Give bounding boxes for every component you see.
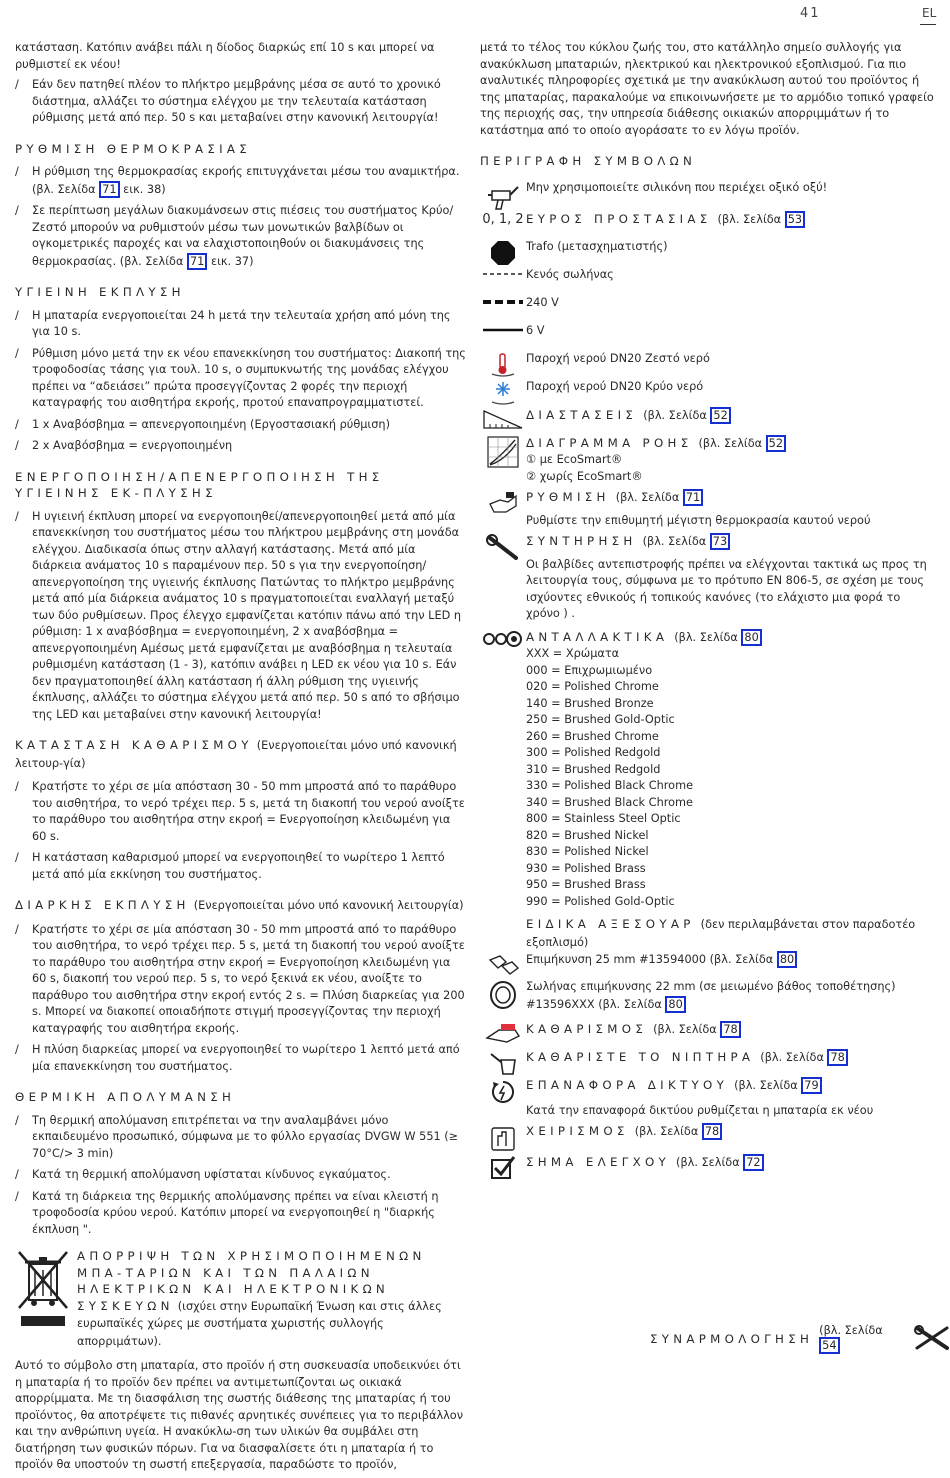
tools-icon — [914, 1325, 950, 1354]
checkbox-check-icon — [480, 1154, 526, 1181]
intro-text: κατάσταση. Κατόπιν ανάβει πάλι η δίοδος διαρκώς επί 10 s και μπορεί να ρυθμιστεί εκ νέου! — [15, 41, 435, 71]
symbol-row-240v — [480, 295, 935, 323]
symbol-text: Μην χρησιμοποιείτε σιλικόνη που περιέχει οξικό οξύ! — [526, 180, 828, 194]
list-item: / Η κατάσταση καθαρισμού μπορεί να ενεργοποιηθεί το νωρίτερο 1 λεπτό μετά από μία εκκίνηση του συστήματος. — [15, 850, 467, 883]
list-item: / Κρατήστε το χέρι σε μία απόσταση 30 - 50 mm μπροστά από το παράθυρο του αισθητήρα, το νερό τρέχει περ. 5 s, μετά τη διακοπή του νερού ανοίξτε το παράθυρο του αισθητήρα στην εκροή = Ενεργοποίηση κλειδωμένη για 60 s, διακοπή του νερού περ. 5 s, το νερό ξεκινά εκ νέου, ανοίξτε το παράθυρο του αισθητήρα στην εκροή εντός 2 s. = Πλύση διαρκείας για 200 s. Μπορεί να διακοπεί οποιαδήποτε στιγμή προσεγγίζοντας την περιοχή καταγραφής του αισθητήρα εκροής. — [15, 922, 467, 1038]
page-ref-link[interactable]: 71 — [99, 181, 119, 198]
left-column — [15, 40, 467, 1478]
list-item: / Κρατήστε το χέρι σε μία απόσταση 30 - 50 mm μπροστά από το παράθυρο του αισθητήρα, το νερό τρέχει περ. 5 s, μετά τη διακοπή του νερού ανοίξτε το παράθυρο του αισθητήρα στην εκροή = Ενεργοποίηση κλειδωμένη για 60 s. — [15, 779, 467, 845]
symbol-row-sleeve: Σωλήνας επιμήκυνσης 22 mm (σε μειωμένο βάθος τοποθέτησης) #13596XXX (βλ. Σελίδα 80 — [480, 979, 935, 1013]
symbol-text: Παροχή νερού DN20 Κρύο νερό — [526, 379, 704, 393]
page-ref-link[interactable]: 52 — [710, 407, 730, 424]
symbol-title: ΔΙΑΣΤΑΣΕΙΣ — [526, 407, 638, 422]
dashed-line-icon — [480, 267, 526, 280]
bucket-icon — [480, 1049, 526, 1076]
symbol-row-network-reset: ΕΠΑΝΑΦΟΡΑ ΔΙΚΤΥΟΥ (βλ. Σελίδα 79 Κατά την επαναφορά δικτύου ρυθμίζεται η μπαταρία εκ νέου — [480, 1077, 935, 1119]
color-code: 310 = Brushed Redgold — [526, 762, 661, 776]
color-code: 800 = Stainless Steel Optic — [526, 812, 681, 825]
list-item: / Κατά τη θερμική απολύμανση υφίσταται κίνδυνος εγκαύματος. — [15, 1167, 467, 1184]
symbol-row-test-mark: ΣΗΜΑ ΕΛΕΓΧΟΥ (βλ. Σελίδα 72 — [480, 1154, 935, 1182]
disposal-block — [15, 1248, 467, 1350]
symbol-row-flow-diagram: ΔΙΑΓΡΑΜΜΑ ΡΟΗΣ (βλ. Σελίδα 52 ① με EcoSmart® ② χωρίς EcoSmart® — [480, 435, 935, 486]
section-title-disposal: ΑΠΟΡΡΙΨΗ ΤΩΝ ΧΡΗΣΙΜΟΠΟΙΗΜΕΝΩΝ ΜΠΑ-ΤΑΡΙΩΝ ΚΑΙ ΤΩΝ ΠΑΛΑΙΩΝ ΗΛΕΚΤΡΙΚΩΝ ΚΑΙ ΗΛΕΚΤΡΟΝΙΚΩΝ ΣΥΣΚΕΥΩΝ (ισχύει στην Ευρωπαϊκή Ένωση και στις άλλες ευρωπαϊκές χώρες με συστήματα χωριστής συλλογής απορριμάτων). — [77, 1249, 442, 1348]
section-title-continuous-flush: ΔΙΑΡΚΗΣ ΕΚΠΛΥΣΗ (Ενεργοποιείται μόνο υπό κανονική λειτουργία) — [15, 898, 464, 912]
color-code: 950 = Brushed Brass — [526, 878, 646, 891]
color-code: 000 = Επιχρωμιωμένο — [526, 663, 653, 677]
section-note: (δεν περιλαμβάνεται στον παραδοτέο εξοπλισμό) — [526, 918, 916, 949]
section-title-hygiene: ΥΓΙΕΙΝΗ ΕΚΠΛΥΣΗ — [15, 285, 185, 299]
disposal-continuation: μετά το τέλος του κύκλου ζωής του, στο κατάλληλο σημείο συλλογής για ανακύκλωση μπαταριών, ηλεκτρικού και ηλεκτρονικού εξοπλισμού. Για πιο αναλυτικές πληροφορίες σχετικά με την ανακύκλωση αυτού του προϊόντος ή της μπαταρίας, παρακαλούμε να επικοινωνήσετε με το αρμόδιο τοπικό γραφείο της περιοχής σας, την υπηρεσία διάθεσης οικιακών απορριμμάτων ή το κατάστημα από το οποίο αγοράσατε το εν λόγω προϊόν. — [480, 41, 934, 137]
cleaning-hand-icon — [480, 1021, 526, 1046]
section-title-temperature: ΡΥΘΜΙΣΗ ΘΕΡΜΟΚΡΑΣΙΑΣ — [15, 141, 252, 156]
page-ref-link[interactable]: 78 — [720, 1021, 740, 1038]
list-item: / Εάν δεν πατηθεί πλέον το πλήκτρο μεμβράνης μέσα σε αυτό το χρονικό διάστημα, αλλάζει το σύστημα ελέγχου με την τελευταία κατάσταση ρύθμισης μετά από περ. 50 s και μεταβαίνει στην κανονική λειτουργία! — [15, 77, 467, 127]
flow-chart-icon — [480, 435, 526, 468]
assembly-footer: ΣΥΝΑΡΜΟΛΟΓΗΣΗ (βλ. Σελίδα 54 — [650, 1324, 950, 1354]
symbol-row-conduit — [480, 267, 935, 295]
symbol-row-silicone — [480, 180, 935, 211]
symbol-row-6v — [480, 323, 935, 351]
color-code: 340 = Brushed Black Chrome — [526, 795, 693, 809]
symbol-row-dimensions: ΔΙΑΣΤΑΣΕΙΣ (βλ. Σελίδα 52 — [480, 407, 935, 435]
sleeve-ring-icon — [480, 979, 526, 1010]
symbol-title: ΚΑΘΑΡΙΣΤΕ ΤΟ ΝΙΠΤΗΡΑ — [526, 1050, 755, 1064]
symbol-title: ΕΙΔΙΚΑ ΑΞΕΣΟΥΑΡ — [526, 917, 695, 931]
list-item: / Η πλύση διαρκείας μπορεί να ενεργοποιηθεί το νωρίτερο 1 λεπτό μετά από μία επανεκκίνηση του συστήματος. — [15, 1042, 467, 1075]
disposal-body: Αυτό το σύμβολο στη μπαταρία, στο προϊόν ή στη συσκευασία υποδεικνύει ότι η μπαταρία ή το προϊόν δεν πρέπει να αντιμετωπίζονται ως οικιακά απορρίμματα. Με τη διασφάλιση της σωστής διάθεσης της μπαταρίας ή του προϊόντος, θα αποτρέψετε τις πιθανές αρνητικές συνέπειες για το περιβάλλον και την ανθρώπινη υγεία. Η ανακύκλω-ση των υλικών θα συμβάλει στη διατήρηση των φυσικών πόρων. Για να διασφαλίσετε ότι η μπαταρία ή το προϊόν θα υποστούν τη σωστή επεξεργασία, παραδώστε το προϊόν, — [15, 1359, 464, 1471]
symbol-row-spare-parts: ΑΝΤΑΛΛΑΚΤΙΚΑ (βλ. Σελίδα 80 XXX = Χρώματα 000 = Επιχρωμιωμένο 020 = Polished Chrome 140 = Brushed Bronze 250 = Brushed Gold-Optic 260 = Brushed Chrome 300 = Polished Redgold 310 = Brushed Redgold 330 = Polished Black Chrome 340 = Brushed Black Chrome 800 = Stainless Steel Optic 820 = Brushed Nickel 830 = Polished Nickel 930 = Polished Brass 950 = Brushed Brass 990 = Polished Gold-Optic — [480, 629, 935, 911]
reset-icon — [480, 1077, 526, 1106]
symbol-row-trafo — [480, 239, 935, 267]
symbol-text: Ρυθμίστε την επιθυμητή μέγιστη θερμοκρασία καυτού νερού — [526, 513, 871, 527]
symbol-text: Trafo (μετασχηματιστής) — [526, 239, 668, 253]
hot-water-icon — [480, 351, 526, 378]
flow-option-1: ① με EcoSmart® — [526, 453, 623, 466]
color-code: 830 = Polished Nickel — [526, 845, 649, 858]
symbol-title: ΚΑΘΑΡΙΣΜΟΣ — [526, 1022, 648, 1036]
ruler-icon — [480, 407, 526, 430]
symbol-row-cleaning: ΚΑΘΑΡΙΣΜΟΣ (βλ. Σελίδα 78 — [480, 1021, 935, 1049]
symbol-title: ΕΥΡΟΣ ΠΡΟΣΤΑΣΙΑΣ — [526, 211, 712, 226]
symbol-text: 6 V — [526, 323, 545, 337]
page-ref-link[interactable]: 71 — [187, 253, 207, 270]
wrench-icon — [480, 533, 526, 562]
weee-bin-icon — [15, 1248, 77, 1350]
color-code: XXX = Χρώματα — [526, 647, 620, 660]
symbol-text: Οι βαλβίδες αντεπιστροφής πρέπει να ελέγχονται τακτικά ως προς τη λειτουργία τους, σύμφωνα με το πρότυπο EN 806-5, σε σχέση με τους ισχύοντες εθνικούς ή τοπικούς κανόνες (το ελάχιστο μια φορά το χρόνο ) . — [526, 557, 927, 620]
page-ref-link[interactable]: 71 — [683, 489, 703, 506]
section-note: (Ενεργοποιείται μόνο υπό κανονική λειτουρ-γία) — [15, 739, 457, 770]
page-ref-link[interactable]: 78 — [702, 1123, 722, 1140]
section-title-hygiene-toggle: ΕΝΕΡΓΟΠΟΙΗΣΗ/ΑΠΕΝΕΡΓΟΠΟΙΗΣΗ ΤΗΣ ΥΓΙΕΙΝΗΣ ΕΚ-ΠΛΥΣΗΣ — [15, 469, 384, 500]
list-item: / Η μπαταρία ενεργοποιείται 24 h μετά την τελευταία χρήση από μόνη της για 10 s. — [15, 308, 467, 341]
page-ref-link[interactable]: 78 — [827, 1049, 847, 1066]
color-code: 250 = Brushed Gold-Optic — [526, 713, 675, 726]
symbol-title: ΕΠΑΝΑΦΟΡΑ ΔΙΚΤΥΟΥ — [526, 1078, 729, 1092]
page-ref-link[interactable]: 80 — [665, 996, 685, 1013]
language-tag: EL — [922, 6, 937, 20]
heavy-dashed-line-icon — [480, 295, 526, 308]
color-code: 140 = Brushed Bronze — [526, 696, 654, 710]
flow-option-2: ② χωρίς EcoSmart® — [526, 469, 643, 483]
page-ref-link[interactable]: 80 — [777, 951, 797, 968]
solid-line-icon — [480, 323, 526, 336]
list-item: / 1 x Αναβόσβημα = απενεργοποιημένη (Εργοστασιακή ρύθμιση) — [15, 417, 467, 434]
list-item: / Η υγιεινή έκπλυση μπορεί να ενεργοποιηθεί/απενεργοποιηθεί μετά από μία επανεκκίνηση του συστήματος μέσω του πλήκτρου μεμβράνης στη μονάδα ελέγχου. Διαδικασία όπως στην αλλαγή κατάστασης. Μετά από μία διάρκεια ανάματος 10 s παραμένουν περ. 50 s για την ενεργοποίηση/απενεργοποίηση της υγιεινής έκπλυσης Πατώντας το πλήκτρο μεμβράνης μετά από μία διάρκεια ανάματος 10 s πραγματοποιείται εναλλαγή μεταξύ των δύο ρυθμίσεων. Προς έλεγχο εμφανίζεται κατόπιν πάνω από την LED η ρύθμιση: 1 x αναβόσβημα = ενεργοποιημένη, 2 x αναβόσβημα = απενεργοποιημένη Αμέσως μετά εμφανίζεται με αναβόσβημα η τελευταία ρυθμισμένη κατάσταση (1 - 3), κατόπιν ανάβει η LED εκ νέου για 10 s. Εάν δεν πραγματοποιηθεί άλλη κατάσταση ή άλλη ρύθμιση της υγιεινής έκπλυσης, αλλάζει το σύστημα ελέγχου μετά από περ. 50 s από το σβήσιμο της LED και μεταβαίνει στην κανονική λειτουργία! — [15, 509, 467, 724]
symbol-row-extension: Επιμήκυνση 25 mm #13594000 (βλ. Σελίδα 80 — [480, 951, 935, 979]
symbol-row-clean-basin: ΚΑΘΑΡΙΣΤΕ ΤΟ ΝΙΠΤΗΡΑ (βλ. Σελίδα 78 — [480, 1049, 935, 1077]
color-code: 020 = Polished Chrome — [526, 680, 659, 693]
symbol-title: ΣΥΝΑΡΜΟΛΟΓΗΣΗ — [650, 1332, 814, 1346]
symbol-title: ΡΥΘΜΙΣΗ — [526, 490, 610, 504]
color-code: 330 = Polished Black Chrome — [526, 779, 694, 792]
symbol-title: ΣΥΝΤΗΡΗΣΗ — [526, 534, 637, 548]
section-title-symbols: ΠΕΡΙΓΡΑΦΗ ΣΥΜΒΟΛΩΝ — [480, 154, 697, 168]
language-underline — [920, 24, 936, 25]
symbol-title: ΧΕΙΡΙΣΜΟΣ — [526, 1124, 629, 1138]
symbol-text: Κατά την επαναφορά δικτύου ρυθμίζεται η μπαταρία εκ νέου — [526, 1103, 874, 1117]
section-note: (Ενεργοποιείται μόνο υπό κανονική λειτουργία) — [193, 899, 464, 912]
protection-range-label: 0, 1, 2 — [482, 211, 524, 227]
page-number: 41 — [800, 6, 821, 21]
section-title-cleaning-mode: ΚΑΤΑΣΤΑΣΗ ΚΑΘΑΡΙΣΜΟΥ (Ενεργοποιείται μόνο υπό κανονική λειτουρ-γία) — [15, 738, 457, 770]
symbol-text: 240 V — [526, 295, 559, 309]
color-code: 300 = Polished Redgold — [526, 746, 661, 759]
adjust-hand-icon — [480, 489, 526, 516]
trafo-octagon-icon — [480, 239, 526, 266]
list-item: / Η ρύθμιση της θερμοκρασίας εκροής επιτυγχάνεται μέσω του αναμικτήρα. (βλ. Σελίδα 71 εικ. 38) — [15, 164, 467, 198]
list-item: / Ρύθμιση μόνο μετά την εκ νέου επανεκκίνηση του συστήματος: Διακοπή της τροφοδοσίας τάσης για τουλ. 10 s, ο συμπυκνωτής της μονάδας ελέγχου πρέπει να “αδειάσει” πρώτα προσεγγίζοντας 2 φορές την περιοχή καταγραφής του αισθητήρα εκροής, προτού επαναπρογραμματιστεί. — [15, 346, 467, 412]
color-code: 820 = Brushed Nickel — [526, 828, 649, 842]
cold-water-icon — [480, 379, 526, 406]
symbol-title: ΣΗΜΑ ΕΛΕΓΧΟΥ — [526, 1155, 671, 1169]
symbol-text: Παροχή νερού DN20 Ζεστό νερό — [526, 351, 710, 365]
symbol-row-cold-water — [480, 379, 935, 407]
symbol-row-hot-water — [480, 351, 935, 379]
section-note: (ισχύει στην Ευρωπαϊκή Ένωση και στις άλλες ευρωπαϊκές χώρες με συστήματα χωριστής συλλογής απορριμάτων). — [77, 1299, 442, 1348]
symbol-title: ΑΝΤΑΛΛΑΚΤΙΚΑ — [526, 629, 669, 644]
list-item: / Σε περίπτωση μεγάλων διακυμάνσεων στις πιέσεις του συστήματος Κρύο/Ζεστό μπορούν να ρυθμιστούν μέσω των μονωτικών βαλβίδων οι ογκομετρικές παροχές και να ελαχιστοποιηθούν οι διακυμάνσεις της θερμοκρασίας. (βλ. Σελίδα 71 εικ. 37) — [15, 203, 467, 270]
silicone-gun-icon — [480, 180, 526, 211]
list-item: / Κατά τη διάρκεια της θερμικής απολύμανσης πρέπει να είναι κλειστή η τροφοδοσία κρύου νερού. Κατόπιν μπορεί να ενεργοποιηθεί η "διαρκής έκπλυση ". — [15, 1189, 467, 1239]
spare-parts-icon — [480, 629, 526, 648]
page-ref-link[interactable]: 72 — [743, 1154, 763, 1171]
list-item: / 2 x Αναβόσβημα = ενεργοποιημένη — [15, 438, 467, 455]
page-ref-link[interactable]: 53 — [785, 211, 805, 228]
symbol-text: Κενός σωλήνας — [526, 267, 614, 281]
right-column — [480, 40, 935, 1182]
color-code: 930 = Polished Brass — [526, 861, 646, 875]
page-ref-link[interactable]: 54 — [819, 1337, 839, 1354]
page-ref-link[interactable]: 73 — [710, 533, 730, 550]
extension-icon — [480, 951, 526, 976]
color-code: 990 = Polished Gold-Optic — [526, 894, 675, 908]
symbol-row-protection: 0, 1, 2 ΕΥΡΟΣ ΠΡΟΣΤΑΣΙΑΣ (βλ. Σελίδα 53 — [480, 211, 935, 239]
section-title-thermal-disinfection: ΘΕΡΜΙΚΗ ΑΠΟΛΥΜΑΝΣΗ — [15, 1090, 236, 1104]
page-ref-link[interactable]: 79 — [801, 1077, 821, 1094]
color-code: 260 = Brushed Chrome — [526, 729, 659, 743]
symbol-row-adjustment: ΡΥΘΜΙΣΗ (βλ. Σελίδα 71 Ρυθμίστε την επιθυμητή μέγιστη θερμοκρασία καυτού νερού — [480, 489, 935, 529]
page-ref-link[interactable]: 80 — [741, 629, 761, 646]
symbol-row-maintenance: ΣΥΝΤΗΡΗΣΗ (βλ. Σελίδα 73 Οι βαλβίδες αντεπιστροφής πρέπει να ελέγχονται τακτικά ως προς τη λειτουργία τους, σύμφωνα με το πρότυπο EN 806-5, σε σχέση με τους ισχύοντες εθνικούς ή τοπικούς κανόνες (το ελάχιστο μια φορά το χρόνο ) . — [480, 533, 935, 623]
symbol-title: ΔΙΑΓΡΑΜΜΑ ΡΟΗΣ — [526, 435, 693, 450]
symbol-row-operation: ΧΕΙΡΙΣΜΟΣ (βλ. Σελίδα 78 — [480, 1123, 935, 1154]
symbol-row-accessories — [480, 916, 935, 951]
page-ref-link[interactable]: 52 — [766, 435, 786, 452]
operation-hand-icon — [480, 1123, 526, 1154]
list-item: / Τη θερμική απολύμανση επιτρέπεται να την αναλαμβάνει μόνο εκπαιδευμένο προσωπικό, σύμφωνα με το φύλλο εργασίας DVGW W 551 (≥ 70°C/> 3 min) — [15, 1113, 467, 1163]
